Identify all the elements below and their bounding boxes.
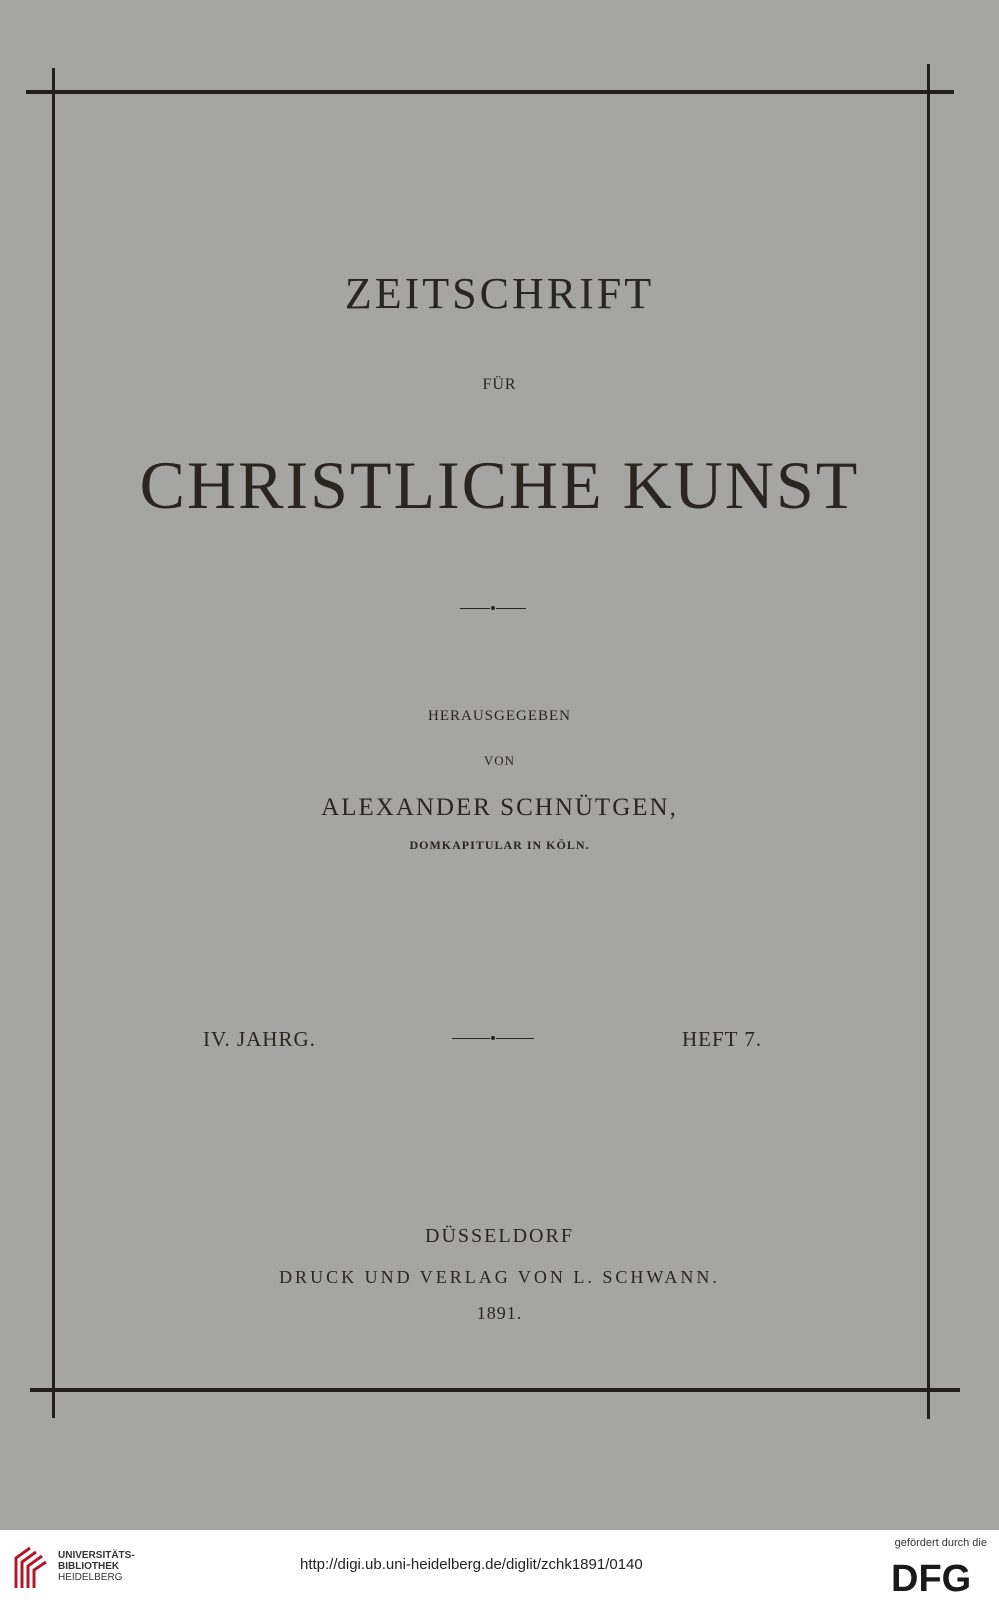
university-library-logo-icon[interactable] [12, 1544, 50, 1590]
library-name-line1: UNIVERSITÄTS- [58, 1550, 135, 1561]
editor-title: DOMKAPITULAR IN KÖLN. [409, 838, 590, 852]
journal-title-line1: ZEITSCHRIFT [344, 269, 655, 318]
permalink-url[interactable]: http://digi.ub.uni-heidelberg.de/diglit/zchk1891/0140 [300, 1556, 643, 1573]
editor-von: VON [483, 753, 516, 768]
volume-label: IV. JAHRG. [203, 1027, 316, 1051]
publisher-line: DRUCK UND VERLAG VON L. SCHWANN. [279, 1267, 720, 1287]
ornament-divider-middle [452, 1034, 534, 1044]
journal-title-line2: CHRISTLICHE KUNST [139, 447, 860, 523]
publication-city: DÜSSELDORF [425, 1225, 574, 1247]
issue-label: HEFT 7. [682, 1027, 763, 1051]
funding-caption: gefördert durch die [894, 1537, 987, 1549]
border-rule-top [26, 90, 954, 94]
editor-intro: HERAUSGEGEBEN [428, 708, 571, 724]
viewer-footer [0, 1530, 999, 1603]
dfg-logo-text: DFG [891, 1558, 972, 1597]
library-name-line2: BIBLIOTHEK [58, 1561, 120, 1572]
dfg-logo-icon[interactable] [891, 1557, 989, 1597]
publication-year: 1891. [476, 1303, 523, 1323]
border-rule-bottom [30, 1388, 960, 1392]
editor-name: ALEXANDER SCHNÜTGEN, [321, 794, 678, 821]
library-name-line3: HEIDELBERG [58, 1572, 123, 1583]
journal-title-connector: FÜR [482, 376, 517, 393]
ornament-divider-top [460, 604, 526, 614]
university-library-name [58, 1550, 135, 1583]
